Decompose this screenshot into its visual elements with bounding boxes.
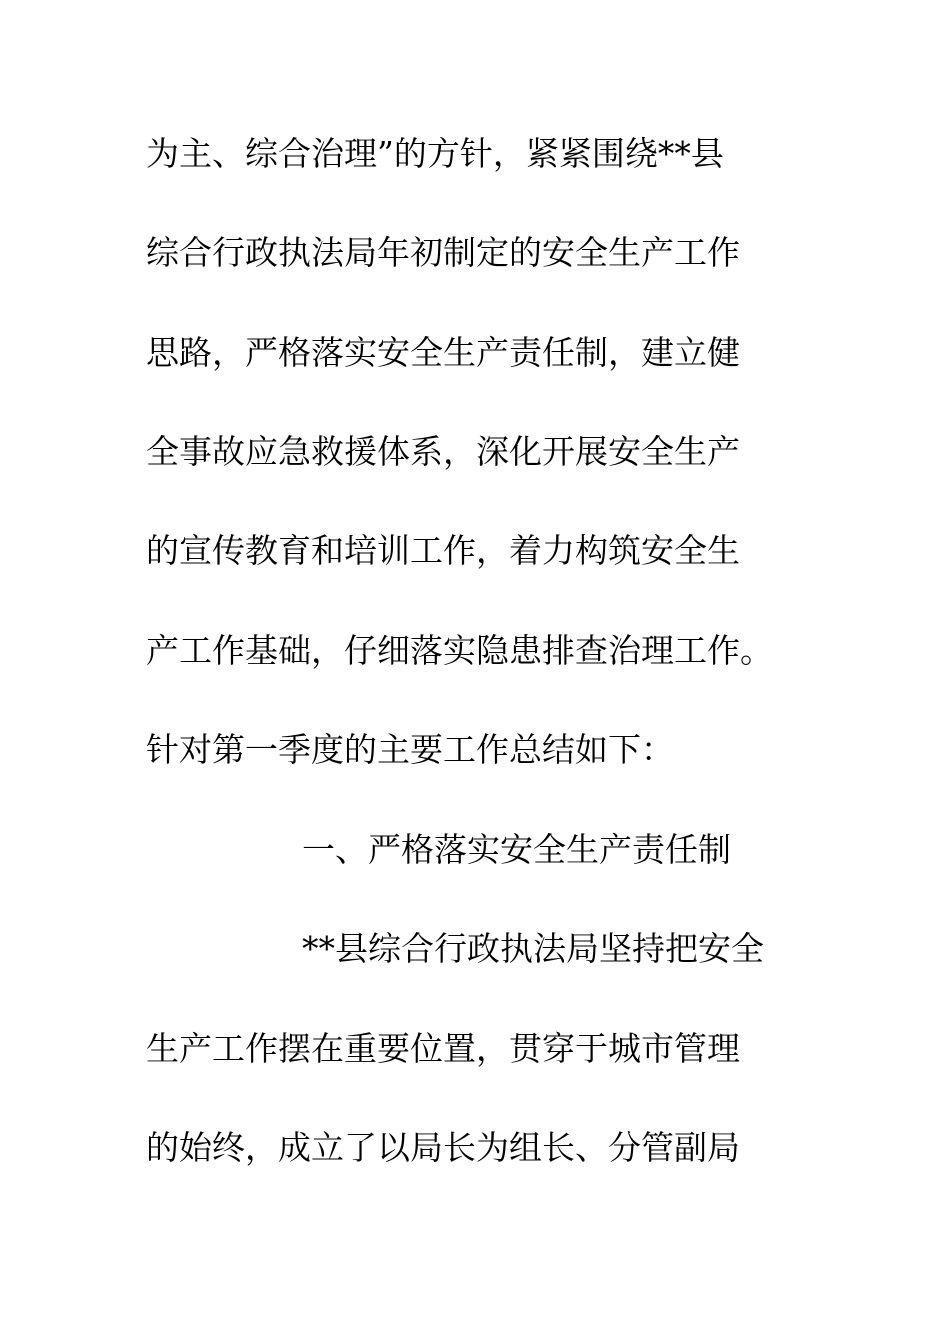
body-text-line: 的宣传教育和培训工作，着力构筑安全生: [146, 531, 740, 570]
paragraph-first-line: **县综合行政执法局坚持把安全: [302, 929, 764, 968]
body-text-line: 的始终，成立了以局长为组长、分管副局: [146, 1128, 740, 1167]
body-text-line: 为主、综合治理”的方针，紧紧围绕**县: [146, 134, 724, 173]
body-text-line: 生产工作摆在重要位置，贯穿于城市管理: [146, 1029, 740, 1068]
body-text-line: 思路，严格落实安全生产责任制，建立健: [146, 333, 740, 372]
body-text-line: 综合行政执法局年初制定的安全生产工作: [146, 233, 740, 272]
section-heading: 一、严格落实安全生产责任制: [302, 830, 731, 869]
body-text-line: 全事故应急救援体系，深化开展安全生产: [146, 432, 740, 471]
body-text-line: 针对第一季度的主要工作总结如下：: [146, 730, 674, 769]
body-text-line: 产工作基础，仔细落实隐患排查治理工作。: [146, 631, 773, 670]
